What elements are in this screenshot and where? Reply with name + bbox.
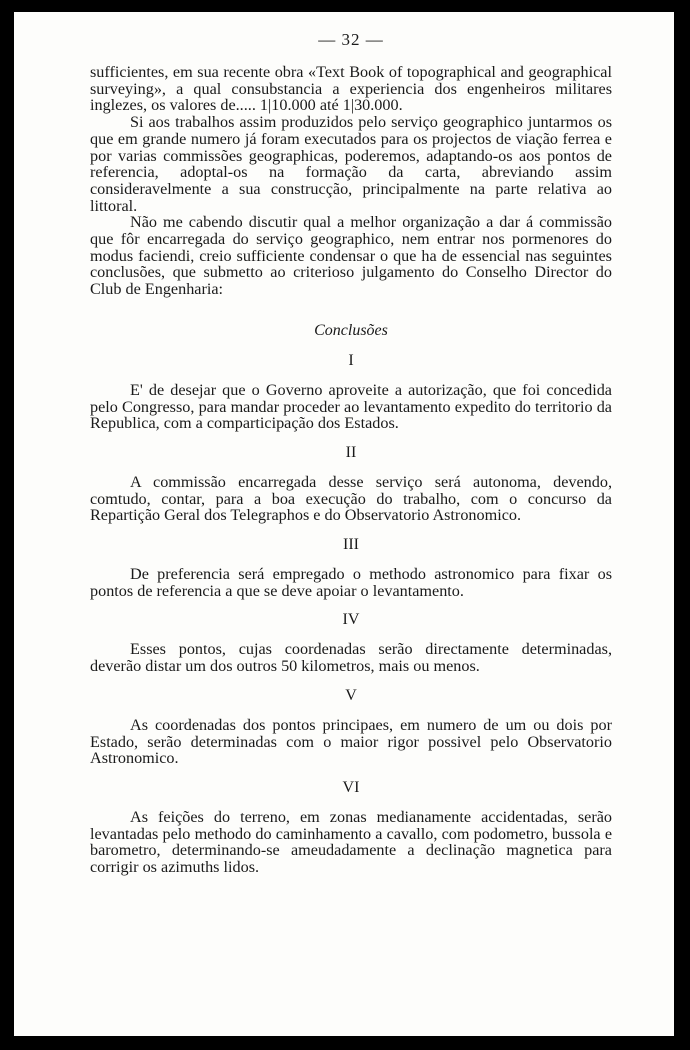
conclusion-numeral: V — [345, 686, 357, 704]
conclusion-2 — [90, 444, 612, 524]
intro-paragraph-1: sufficientes, em sua recente obra «Text Book of topographical and geographical surveying», a qual consubstancia a experiencia dos engenheiros militares inglezes, os valores de..... 1|10.000 até 1|30.000. — [90, 63, 612, 115]
conclusions-title: Conclusões — [314, 321, 388, 339]
conclusion-text: As feições do terreno, em zonas medianamente accidentadas, serão levantadas pelo methodo do caminhamento a cavallo, com podometro, bussola e barometro, determinando-se ameudadamente a declinação magnetica para corrigir os azimuths lidos. — [90, 807, 612, 877]
conclusion-text: As coordenadas dos pontos principaes, em numero de um ou dois por Estado, serão determinadas com o maior rigor possivel pelo Observatorio Astronomico. — [90, 715, 612, 768]
conclusion-3 — [90, 536, 612, 599]
conclusion-numeral: VI — [342, 778, 360, 796]
page-number: — 32 — — [318, 30, 384, 49]
conclusion-text: E' de desejar que o Governo aproveite a autorização, que foi concedida pelo Congresso, para mandar proceder ao levantamento expedito do territorio da Republica, com a comparticipação dos Estados. — [90, 380, 612, 433]
conclusion-numeral: II — [345, 443, 357, 461]
conclusion-text: De preferencia será empregado o methodo astronomico para fixar os pontos de referencia a que se deve apoiar o levantamento. — [90, 565, 612, 600]
conclusion-numeral: I — [348, 351, 354, 369]
conclusion-numeral: IV — [342, 611, 360, 629]
page-content — [90, 30, 612, 876]
conclusion-6 — [90, 779, 612, 876]
conclusion-1 — [90, 352, 612, 432]
conclusion-5 — [90, 687, 612, 767]
intro-paragraph-3: Não me cabendo discutir qual a melhor organização a dar á commissão que fôr encarregada do serviço geographico, nem entrar nos pormenores do modus faciendi, creio sufficiente condensar o que ha de essencial nas seguintes conclusões, que submetto ao criterioso julgamento do Conselho Director do Club de Engenharia: — [90, 213, 612, 299]
document-page — [14, 12, 674, 1036]
conclusion-text: A commissão encarregada desse serviço será autonoma, devendo, comtudo, contar, para a boa execução do trabalho, com o concurso da Repartição Geral dos Telegraphos e do Observatorio Astronomico. — [90, 472, 612, 525]
conclusion-text: Esses pontos, cujas coordenadas serão directamente determinadas, deverão distar um dos outros 50 kilometros, mais ou menos. — [90, 640, 612, 676]
conclusion-4 — [90, 611, 612, 674]
intro-paragraph-2: Si aos trabalhos assim produzidos pelo serviço geographico juntarmos os que em grande numero já foram executados para os projectos de viação ferrea e por varias commissões geographicas, poderemos, adaptando-os aos pontos de referencia, adoptal-os na formação da carta, abreviando assim consideravelmente a sua construcção, principalmente na parte relativa ao littoral. — [90, 113, 612, 215]
conclusion-numeral: III — [343, 536, 359, 554]
